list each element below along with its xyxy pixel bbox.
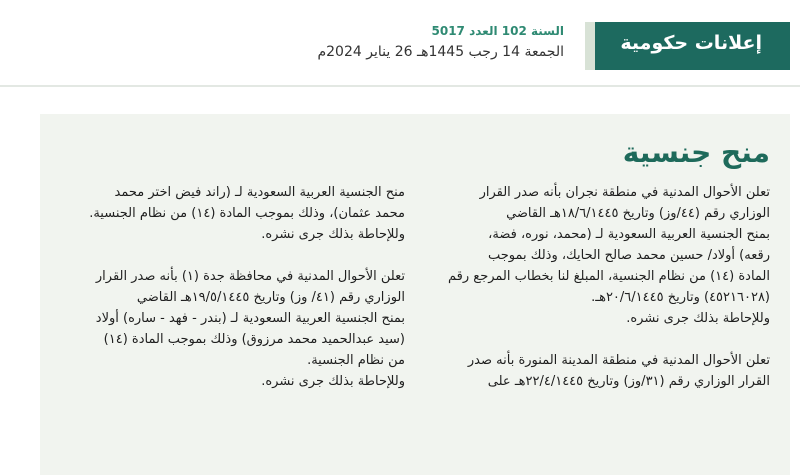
- paragraph-line: رقعه) أولاد/ حسين محمد صالح الحايك، وذلك بموجب: [487, 248, 770, 263]
- paragraph-line: بمنح الجنسية العربية السعودية لـ (محمد، نوره، فضة،: [488, 227, 770, 242]
- paragraph-line: (سيد عبدالحميد محمد مرزوق) وذلك بموجب المادة (١٤): [103, 332, 405, 347]
- issue-number: السنة 102 العدد 5017: [431, 24, 564, 38]
- section-title-label: إعلانات حكومية: [620, 32, 762, 54]
- paragraph-line: وللإحاطة بذلك جرى نشره.: [261, 374, 405, 389]
- paragraph-line: الوزاري رقم (٤٤/وز) وتاريخ ١٨/٦/١٤٤٥هـ القاضي: [506, 206, 770, 221]
- issue-date: الجمعة 14 رجب 1445هـ 26 يناير 2024م: [317, 44, 564, 60]
- paragraph-line: بمنح الجنسية العربية السعودية لـ (بندر - فهد - ساره) أولاد: [95, 311, 405, 326]
- header-notch: [585, 22, 595, 70]
- paragraph-line: (٤٥٢١٦٠٢٨) وتاريخ ٢٠/٦/١٤٤٥هـ.: [591, 290, 770, 305]
- section-header-band: [585, 22, 790, 70]
- paragraph-line: منح الجنسية العربية السعودية لـ (راند فيض اختر محمد: [114, 185, 405, 200]
- paragraph-line: تعلن الأحوال المدنية في محافظة جدة (١) بأنه صدر القرار: [95, 269, 405, 284]
- paragraph-line: الوزاري رقم (٤١/ وز) وتاريخ ١٩/٥/١٤٤٥هـ القاضي: [136, 290, 405, 305]
- paragraph-gap: [440, 329, 770, 350]
- paragraph-line: تعلن الأحوال المدنية في منطقة المدينة المنورة بأنه صدر: [467, 353, 770, 368]
- left-column: [65, 182, 405, 392]
- paragraph-line: من نظام الجنسية.: [307, 353, 405, 368]
- article-title: منح جنسية: [622, 136, 770, 169]
- paragraph-line: محمد عثمان)، وذلك بموجب المادة (١٤) من نظام الجنسية.: [89, 206, 405, 221]
- paragraph-line: المادة (١٤) من نظام الجنسية، المبلغ لنا بخطاب المرجع رقم: [448, 269, 770, 284]
- paragraph-line: وللإحاطة بذلك جرى نشره.: [261, 227, 405, 242]
- paragraph-line: وللإحاطة بذلك جرى نشره.: [626, 311, 770, 326]
- paragraph-line: القرار الوزاري رقم (٣١/وز) وتاريخ ٢٢/٤/١٤٤٥هـ على: [487, 374, 770, 389]
- paragraph-line: تعلن الأحوال المدنية في منطقة نجران بأنه صدر القرار: [479, 185, 770, 200]
- paragraph-gap: [65, 245, 405, 266]
- right-column: [440, 182, 770, 392]
- divider: [0, 85, 800, 87]
